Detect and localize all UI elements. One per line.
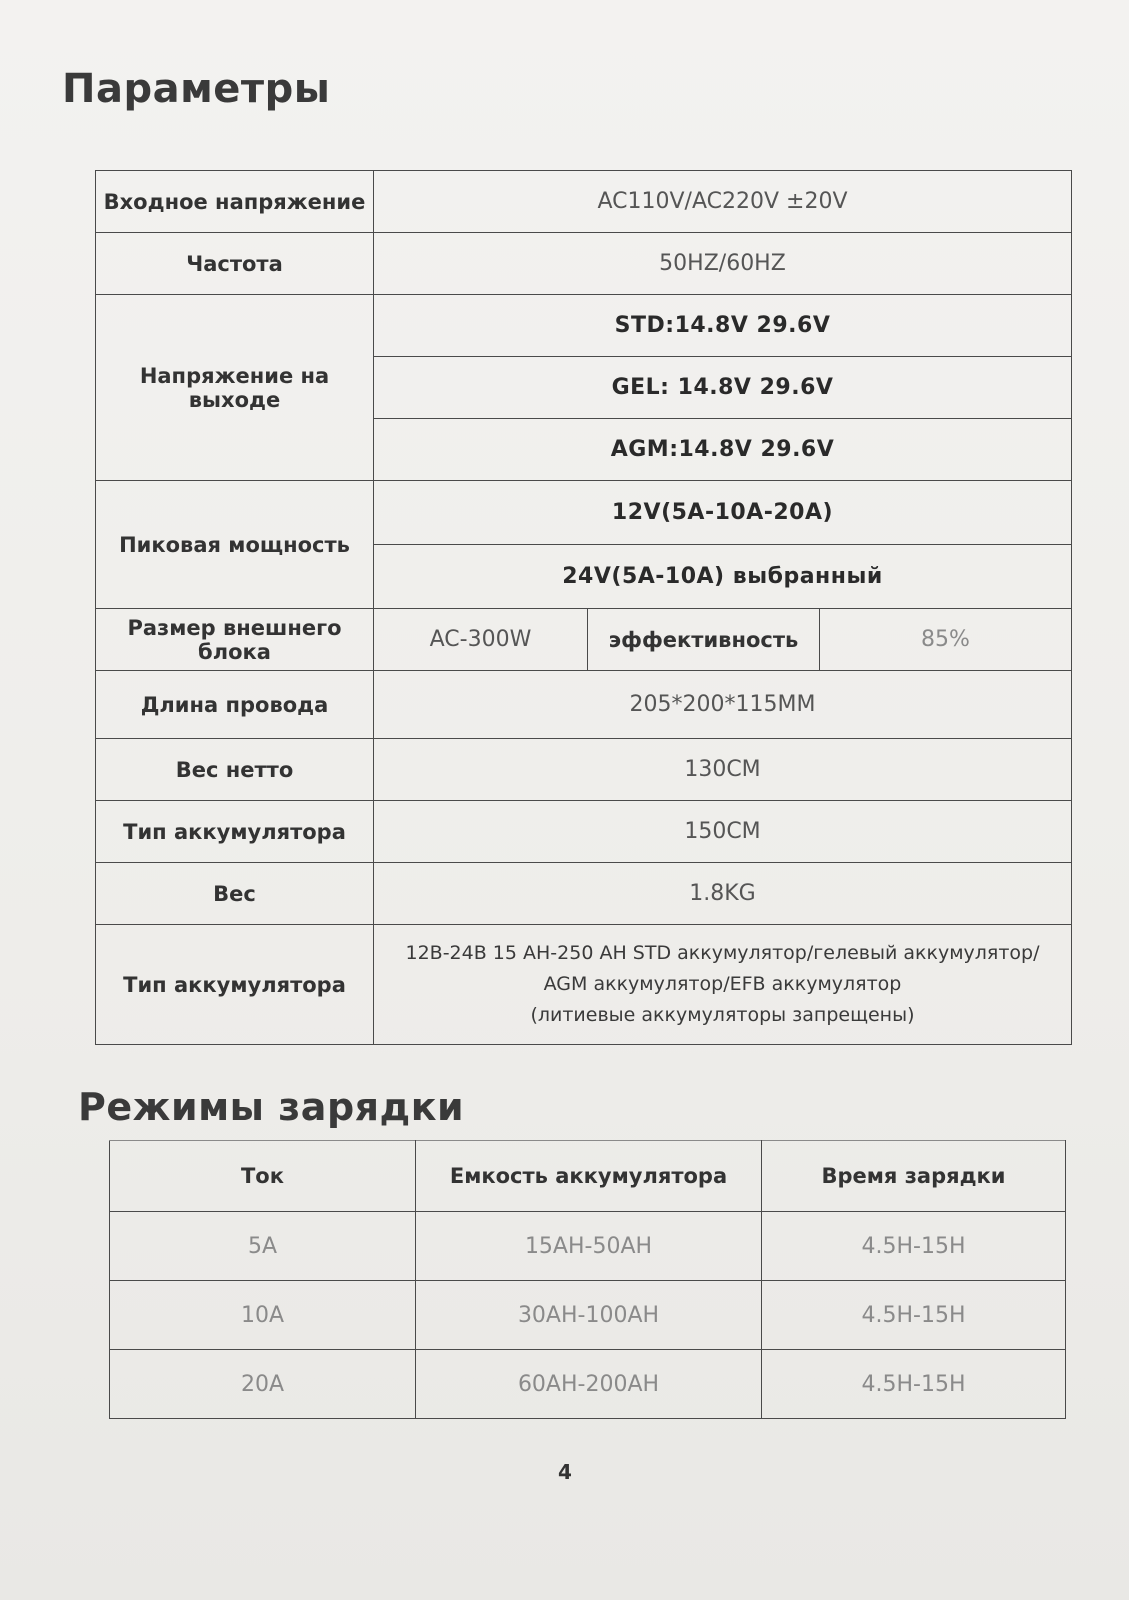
param-row-net-weight: [96, 739, 1072, 801]
frequency-label: Частота: [96, 233, 374, 295]
modes-header-row: [110, 1141, 1066, 1212]
battery-type-value: 150CM: [374, 801, 1072, 863]
compatible-batteries-value: [374, 925, 1072, 1045]
weight-value: 1.8KG: [374, 863, 1072, 925]
param-row-weight: [96, 863, 1072, 925]
efficiency-value: 85%: [820, 609, 1072, 671]
net-weight-label: Вес нетто: [96, 739, 374, 801]
unit-size-value: AC-300W: [374, 609, 588, 671]
compatible-batteries-line: (литиевые аккумуляторы запрещены): [530, 1004, 915, 1026]
param-row-unit-size: [96, 609, 1072, 671]
compatible-batteries-label: Тип аккумулятора: [96, 925, 374, 1045]
input-voltage-label: Входное напряжение: [96, 171, 374, 233]
weight-label: Вес: [96, 863, 374, 925]
param-row-peak-power: [96, 481, 1072, 545]
current-cell: 20A: [110, 1350, 416, 1419]
charge-time-cell: 4.5H-15H: [762, 1212, 1066, 1281]
charging-modes-heading: Режимы зарядки: [78, 1085, 465, 1129]
table-row: [110, 1350, 1066, 1419]
charge-time-header: Время зарядки: [762, 1141, 1066, 1212]
capacity-cell: 15AH-50AH: [416, 1212, 762, 1281]
compatible-batteries-line: AGM аккумулятор/EFB аккумулятор: [543, 973, 902, 995]
wire-length-value: 205*200*115MM: [374, 671, 1072, 739]
compatible-batteries-line: 12В-24В 15 АН-250 АН STD аккумулятор/гелевый аккумулятор/: [405, 942, 1040, 964]
peak-power-12v: 12V(5A-10A-20A): [374, 481, 1072, 545]
parameters-heading: Параметры: [62, 66, 331, 112]
charge-time-cell: 4.5H-15H: [762, 1350, 1066, 1419]
efficiency-label: эффективность: [588, 609, 820, 671]
current-header: Ток: [110, 1141, 416, 1212]
page-number: 4: [558, 1460, 572, 1484]
output-voltage-gel: GEL: 14.8V 29.6V: [374, 357, 1072, 419]
capacity-cell: 60AH-200AH: [416, 1350, 762, 1419]
parameters-table: [95, 170, 1072, 1045]
output-voltage-agm: AGM:14.8V 29.6V: [374, 419, 1072, 481]
wire-length-label: Длина провода: [96, 671, 374, 739]
charging-modes-table: [109, 1140, 1066, 1419]
capacity-cell: 30AH-100AH: [416, 1281, 762, 1350]
table-row: [110, 1281, 1066, 1350]
charge-time-cell: 4.5H-15H: [762, 1281, 1066, 1350]
table-row: [110, 1212, 1066, 1281]
current-cell: 5A: [110, 1212, 416, 1281]
unit-size-label: Размер внешнего блока: [96, 609, 374, 671]
output-voltage-std: STD:14.8V 29.6V: [374, 295, 1072, 357]
frequency-value: 50HZ/60HZ: [374, 233, 1072, 295]
peak-power-24v: 24V(5A-10A) выбранный: [374, 545, 1072, 609]
param-row-battery-type: [96, 801, 1072, 863]
param-row-wire-length: [96, 671, 1072, 739]
battery-type-label: Тип аккумулятора: [96, 801, 374, 863]
current-cell: 10A: [110, 1281, 416, 1350]
param-row-output-voltage: [96, 295, 1072, 357]
peak-power-label: Пиковая мощность: [96, 481, 374, 609]
net-weight-value: 130CM: [374, 739, 1072, 801]
capacity-header: Емкость аккумулятора: [416, 1141, 762, 1212]
param-row-frequency: [96, 233, 1072, 295]
input-voltage-value: AC110V/AC220V ±20V: [374, 171, 1072, 233]
param-row-compatible-batteries: [96, 925, 1072, 1045]
output-voltage-label: Напряжение на выходе: [96, 295, 374, 481]
param-row-input-voltage: [96, 171, 1072, 233]
